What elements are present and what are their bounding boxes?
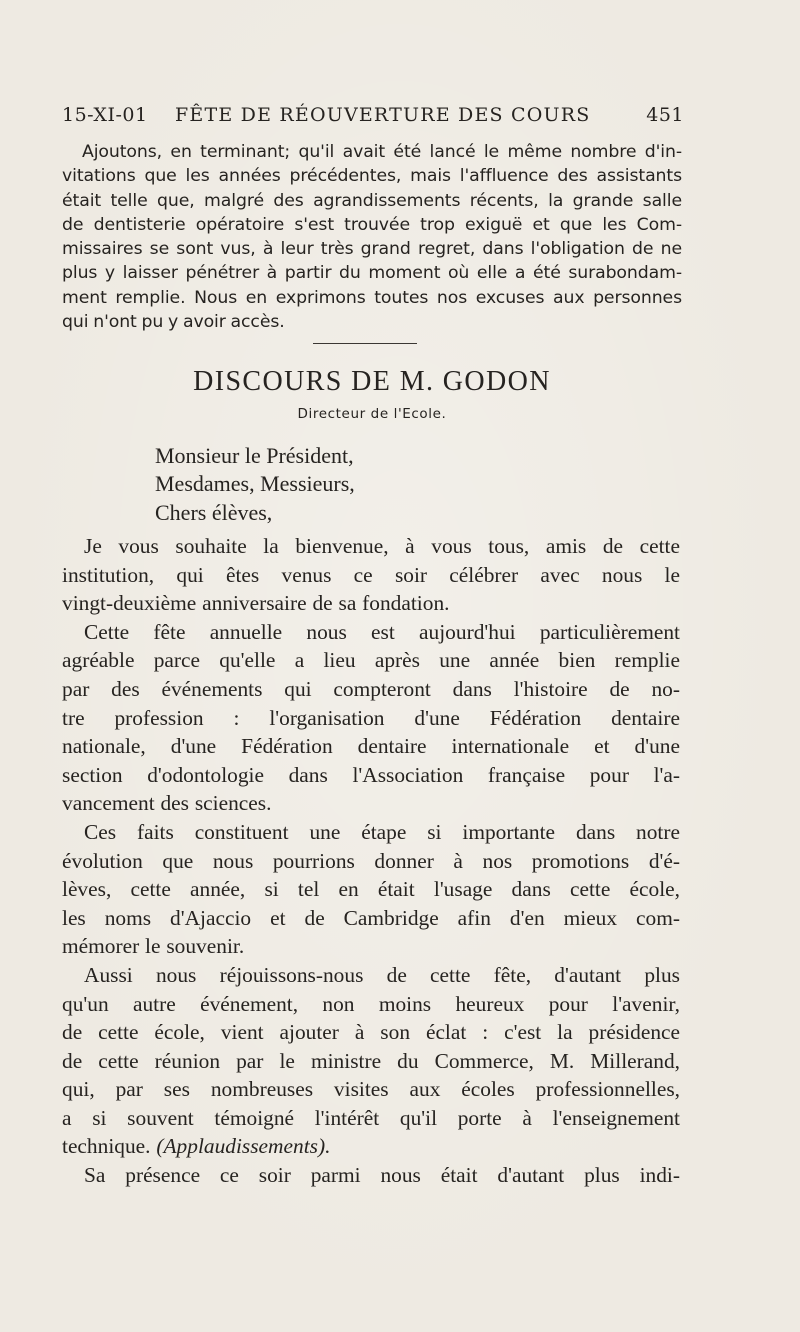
- text-line: mémorer le souvenir.: [62, 934, 245, 959]
- speech-paragraph: [62, 532, 680, 618]
- text-line: vitations que les années précédentes, mais l'affluence des assistants: [62, 166, 682, 187]
- speech-heading: DISCOURS DE M. GODON: [193, 366, 551, 397]
- text-line: Je vous souhaite la bienvenue, à vous tous, amis de cette: [84, 534, 680, 558]
- opening-paragraph: [62, 140, 682, 334]
- text-line: tre profession : l'organisation d'une Fédération dentaire: [62, 705, 680, 730]
- speech-subheading: Directeur de l'Ecole.: [297, 406, 447, 422]
- text-line: lèves, cette année, si tel en était l'usage dans cette école,: [62, 877, 680, 902]
- text-line: de dentisterie opératoire s'est trouvée trop exiguë et que les Com-: [62, 214, 682, 235]
- text-line: Sa présence ce soir parmi nous était d'autant plus indi-: [84, 1163, 680, 1188]
- text-line: qui, par ses nombreuses visites aux écoles professionnelles,: [62, 1077, 680, 1102]
- text-line: qu'un autre événement, non moins heureux pour l'avenir,: [62, 991, 680, 1016]
- text-line: les noms d'Ajaccio et de Cambridge afin d'en mieux com-: [62, 905, 680, 930]
- salutation-line: Monsieur le Président,: [155, 443, 354, 468]
- text-line: vingt-deuxième anniversaire de sa fondation.: [62, 591, 450, 616]
- text-line: [62, 1132, 680, 1161]
- text-line: Aussi nous réjouissons-nous de cette fête, d'autant plus: [84, 962, 680, 987]
- speech-paragraph: [62, 818, 680, 961]
- text-line: qui n'ont pu y avoir accès.: [62, 312, 285, 333]
- speech-paragraph: [62, 1161, 680, 1190]
- text-line: évolution que nous pourrions donner à nos promotions d'é-: [62, 848, 680, 873]
- text-line: nationale, d'une Fédération dentaire internationale et d'une: [62, 734, 680, 759]
- running-head: [62, 104, 684, 134]
- section-divider: [313, 343, 417, 344]
- text-line: Ajoutons, en terminant; qu'il avait été lancé le même nombre d'in-: [82, 142, 682, 162]
- text-line: a si souvent témoigné l'intérêt qu'il porte à l'enseignement: [62, 1105, 680, 1130]
- text-line: agréable parce qu'elle a lieu après une année bien remplie: [62, 648, 680, 673]
- issue-date: 15-XI-01: [62, 104, 148, 126]
- salutation: [155, 442, 355, 527]
- text-line: ment remplie. Nous en exprimons toutes nos excuses aux personnes: [62, 287, 682, 308]
- text-line: institution, qui êtes venus ce soir célébrer avec nous le: [62, 562, 680, 587]
- text-line: par des événements qui compteront dans l'histoire de no-: [62, 676, 680, 701]
- salutation-line: Mesdames, Messieurs,: [155, 471, 355, 497]
- salutation-line: Chers élèves,: [155, 499, 273, 525]
- speech-paragraph: [62, 961, 680, 1161]
- closing-word: technique.: [62, 1134, 151, 1159]
- text-line: missaires se sont vus, à leur très grand regret, dans l'obligation de ne: [62, 239, 682, 260]
- text-line: vancement des sciences.: [62, 791, 272, 816]
- text-line: de cette école, vient ajouter à son éclat : c'est la présidence: [62, 1020, 680, 1045]
- text-line: de cette réunion par le ministre du Commerce, M. Millerand,: [62, 1048, 680, 1073]
- applause-note: (Applaudissements).: [156, 1134, 331, 1159]
- text-line: section d'odontologie dans l'Association française pour l'a-: [62, 762, 680, 787]
- speech-body: [62, 532, 680, 1190]
- text-line: Cette fête annuelle nous est aujourd'hui particulièrement: [84, 619, 680, 644]
- speech-paragraph: [62, 618, 680, 818]
- running-title: FÊTE DE RÉOUVERTURE DES COURS: [175, 104, 591, 126]
- page-number: 451: [646, 104, 684, 126]
- text-line: plus y laisser pénétrer à partir du moment où elle a été surabondam-: [62, 263, 682, 284]
- text-line: Ces faits constituent une étape si importante dans notre: [84, 819, 680, 844]
- text-line: était telle que, malgré des agrandissements récents, la grande salle: [62, 190, 682, 211]
